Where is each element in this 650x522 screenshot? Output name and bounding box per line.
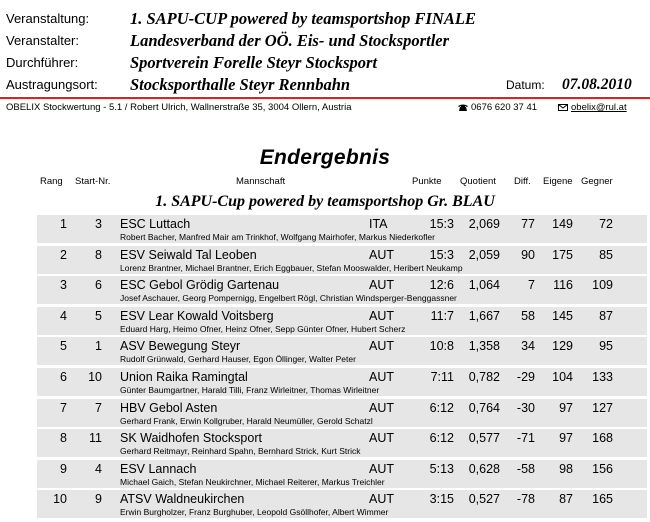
host-row <box>0 52 650 74</box>
col-gegner: Gegner <box>581 176 613 187</box>
country-cell: AUT <box>369 308 394 323</box>
country-cell: AUT <box>369 431 394 446</box>
quotient-cell: 0,527 <box>468 492 500 507</box>
quotient-cell: 0,577 <box>468 431 500 446</box>
quotient-cell: 0,782 <box>468 370 500 384</box>
own-points-cell: 87 <box>559 492 573 507</box>
organizer-row <box>0 30 650 52</box>
start-number-cell: 11 <box>89 431 102 446</box>
quotient-cell: 0,764 <box>468 400 500 415</box>
col-team: Mannschaft <box>236 176 286 187</box>
rank-cell: 8 <box>60 431 67 446</box>
quotient-cell: 0,628 <box>468 461 500 476</box>
contact-line <box>6 100 646 116</box>
points-cell: 6:12 <box>429 400 454 415</box>
rank-cell: 5 <box>60 339 67 354</box>
phone-icon <box>458 104 468 111</box>
contact-address: OBELIX Stockwertung - 5.1 / Robert Ulrich, Wallnerstraße 35, 3004 Ollern, Austria <box>6 102 352 113</box>
rank-cell: 1 <box>60 217 67 231</box>
venue-label: Austragungsort: <box>6 77 98 92</box>
opponent-points-cell: 127 <box>592 400 613 415</box>
organizer-label: Veranstalter: <box>6 33 79 48</box>
players-cell: Erwin Burgholzer, Franz Burghuber, Leopold Gsöllhofer, Albert Wimmer <box>120 507 389 518</box>
start-number-cell: 10 <box>88 370 102 384</box>
team-name-cell: ESV Lear Kowald Voitsberg <box>120 308 274 323</box>
start-number-cell: 3 <box>95 217 102 231</box>
country-cell: AUT <box>369 278 394 293</box>
opponent-points-cell: 165 <box>592 492 613 507</box>
start-number-cell: 5 <box>95 308 102 323</box>
country-cell: AUT <box>369 400 394 415</box>
rank-cell: 10 <box>53 492 67 507</box>
start-number-cell: 6 <box>95 278 102 293</box>
country-cell: AUT <box>369 339 394 354</box>
event-label: Veranstaltung: <box>6 11 90 26</box>
own-points-cell: 104 <box>552 370 573 384</box>
phone-number: 0676 620 37 41 <box>471 102 538 113</box>
start-number-cell: 1 <box>95 339 102 354</box>
organizer-value: Landesverband der OÖ. Eis- und Stocksportler <box>130 31 450 50</box>
opponent-points-cell: 133 <box>592 370 613 384</box>
quotient-cell: 1,667 <box>468 308 500 323</box>
country-cell: AUT <box>369 461 394 476</box>
group-title: 1. SAPU-Cup powered by teamsportshop Gr. BLAU <box>155 193 495 210</box>
table-row <box>0 399 650 427</box>
quotient-cell: 1,064 <box>468 278 500 293</box>
table-row <box>0 307 650 335</box>
difference-cell: 58 <box>521 308 535 323</box>
opponent-points-cell: 85 <box>599 247 613 262</box>
table-header <box>0 176 650 190</box>
contact-phone <box>458 100 537 116</box>
difference-cell: 90 <box>521 247 535 262</box>
rank-cell: 3 <box>60 278 67 293</box>
difference-cell: -78 <box>516 492 535 507</box>
opponent-points-cell: 156 <box>592 461 613 476</box>
col-rang: Rang <box>40 176 63 187</box>
quotient-cell: 1,358 <box>468 339 500 354</box>
country-cell: ITA <box>369 217 388 231</box>
team-name-cell: ATSV Waldneukirchen <box>120 492 245 507</box>
opponent-points-cell: 168 <box>592 431 613 446</box>
opponent-points-cell: 87 <box>599 308 613 323</box>
country-cell: AUT <box>369 247 394 262</box>
opponent-points-cell: 109 <box>592 278 613 293</box>
col-quotient: Quotient <box>460 176 496 187</box>
points-cell: 10:8 <box>429 339 454 354</box>
own-points-cell: 175 <box>552 247 573 262</box>
own-points-cell: 145 <box>552 308 573 323</box>
table-row <box>0 215 650 243</box>
team-name-cell: Union Raika Ramingtal <box>120 370 248 384</box>
difference-cell: -30 <box>516 400 535 415</box>
col-eigene: Eigene <box>543 176 573 187</box>
players-cell: Lorenz Brantner, Michael Brantner, Erich Eggbauer, Stefan Mooswalder, Heribert Neukamp <box>120 262 463 273</box>
players-cell: Günter Baumgartner, Harald Tilli, Franz Wirleitner, Thomas Wirleitner <box>120 385 380 395</box>
points-cell: 3:15 <box>429 492 454 507</box>
start-number-cell: 9 <box>95 492 102 507</box>
players-cell: Gerhard Reitmayr, Reinhard Spahn, Bernhard Strick, Kurt Strick <box>120 446 361 457</box>
quotient-cell: 2,069 <box>468 217 500 231</box>
points-cell: 7:11 <box>430 370 454 384</box>
table-row <box>0 368 650 396</box>
venue-value: Stocksporthalle Steyr Rennbahn <box>130 75 351 94</box>
col-diff: Diff. <box>514 176 531 187</box>
header-divider <box>0 97 650 99</box>
host-value: Sportverein Forelle Steyr Stocksport <box>130 53 378 72</box>
rank-cell: 9 <box>60 461 67 476</box>
own-points-cell: 149 <box>552 217 573 231</box>
start-number-cell: 4 <box>95 461 102 476</box>
country-cell: AUT <box>369 370 394 384</box>
difference-cell: 7 <box>528 278 535 293</box>
table-row <box>0 337 650 365</box>
country-cell: AUT <box>369 492 394 507</box>
table-row <box>0 460 650 488</box>
table-row <box>0 276 650 304</box>
points-cell: 15:3 <box>429 247 454 262</box>
players-cell: Gerhard Frank, Erwin Kollgruber, Harald Neumüller, Gerold Schatzl <box>120 415 373 426</box>
own-points-cell: 116 <box>553 278 573 293</box>
col-start: Start-Nr. <box>75 176 111 187</box>
rank-cell: 4 <box>60 308 67 323</box>
opponent-points-cell: 72 <box>599 217 613 231</box>
host-label: Durchführer: <box>6 55 79 70</box>
difference-cell: 34 <box>521 339 535 354</box>
venue-row <box>0 74 650 96</box>
table-row <box>0 490 650 518</box>
own-points-cell: 98 <box>559 461 573 476</box>
quotient-cell: 2,059 <box>468 247 500 262</box>
date-label: Datum: <box>506 78 545 92</box>
players-cell: Josef Aschauer, Georg Pompernigg, Engelbert Rögl, Christian Windsperger-Benggassner <box>120 293 457 304</box>
date-value: 07.08.2010 <box>562 76 632 93</box>
own-points-cell: 97 <box>559 431 573 446</box>
players-cell: Michael Gaich, Stefan Neukirchner, Michael Reiterer, Markus Treichler <box>120 476 385 487</box>
event-row <box>0 8 650 30</box>
mail-icon <box>558 104 568 111</box>
points-cell: 12:6 <box>429 278 454 293</box>
difference-cell: -71 <box>516 431 535 446</box>
points-cell: 6:12 <box>429 431 454 446</box>
team-name-cell: ESV Seiwald Tal Leoben <box>120 247 257 262</box>
own-points-cell: 129 <box>552 339 573 354</box>
points-cell: 15:3 <box>429 217 454 231</box>
table-row <box>0 246 650 274</box>
points-cell: 11:7 <box>430 308 454 323</box>
team-name-cell: ASV Bewegung Steyr <box>120 339 241 354</box>
team-name-cell: ESC Gebol Grödig Gartenau <box>120 278 280 293</box>
difference-cell: 77 <box>521 217 535 231</box>
email-address[interactable]: obelix@rul.at <box>571 102 627 113</box>
team-name-cell: ESV Lannach <box>120 461 197 476</box>
difference-cell: -29 <box>516 370 535 384</box>
contact-email[interactable] <box>558 100 627 116</box>
rank-cell: 7 <box>60 400 67 415</box>
start-number-cell: 7 <box>95 400 102 415</box>
players-cell: Eduard Harg, Heimo Ofner, Heinz Ofner, Sepp Günter Ofner, Hubert Scherz <box>120 323 406 334</box>
page-title: Endergebnis <box>259 146 391 169</box>
team-name-cell: HBV Gebol Asten <box>120 400 218 415</box>
rank-cell: 6 <box>60 370 67 384</box>
event-value: 1. SAPU-CUP powered by teamsportshop FINALE <box>130 9 476 28</box>
team-name-cell: ESC Luttach <box>120 217 191 231</box>
table-row <box>0 429 650 457</box>
rank-cell: 2 <box>60 247 67 262</box>
players-cell: Robert Bacher, Manfred Mair am Trinkhof, Wolfgang Mairhofer, Markus Niederkofler <box>120 232 435 242</box>
points-cell: 5:13 <box>429 461 454 476</box>
start-number-cell: 8 <box>95 247 102 262</box>
players-cell: Rudolf Grünwald, Gerhard Hauser, Egon Öllinger, Walter Peter <box>120 354 356 365</box>
difference-cell: -58 <box>516 461 535 476</box>
opponent-points-cell: 95 <box>599 339 613 354</box>
team-name-cell: SK Waidhofen Stocksport <box>120 431 262 446</box>
col-punkte: Punkte <box>412 176 442 187</box>
own-points-cell: 97 <box>559 400 573 415</box>
